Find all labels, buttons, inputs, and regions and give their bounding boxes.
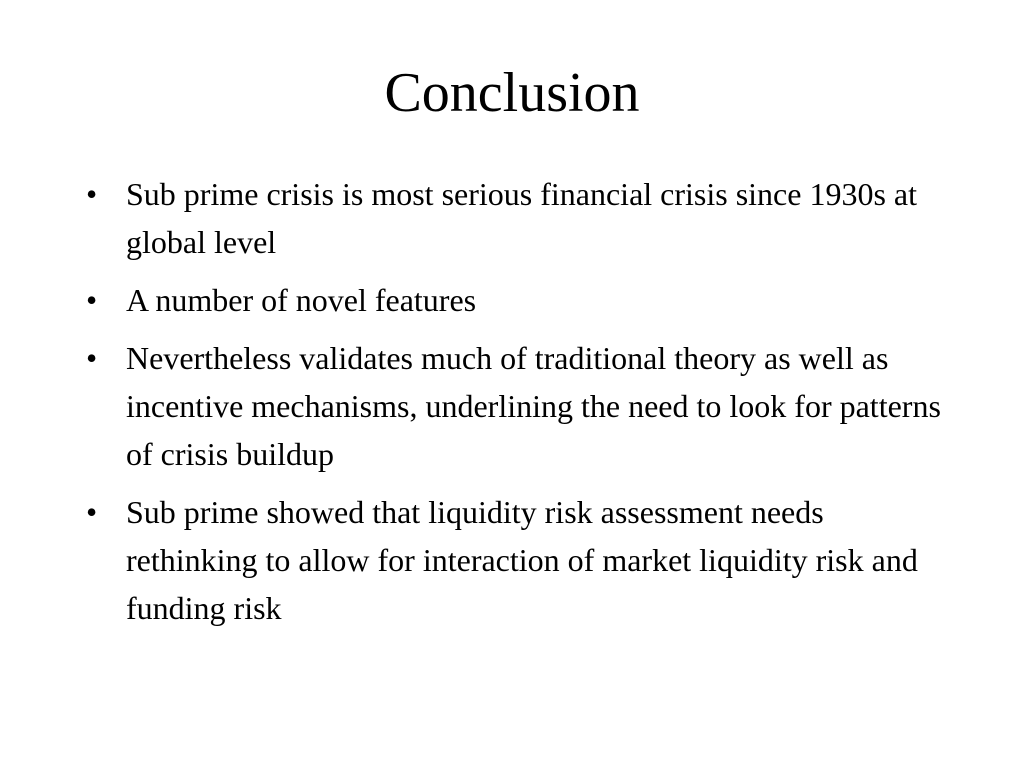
bullet-item [86,334,946,478]
bullet-text: A number of novel features [126,282,477,318]
bullet-list [86,170,946,642]
bullet-icon: • [86,494,98,530]
bullet-item [86,276,946,324]
slide-title: Conclusion [384,62,640,124]
bullet-text: Sub prime showed that liquidity risk assessment needs rethinking to allow for interaction of market liquidity risk and funding risk [126,494,918,626]
bullet-icon: • [86,176,98,212]
bullet-text: Nevertheless validates much of traditional theory as well as incentive mechanisms, underlining the need to look for patterns of crisis buildup [126,340,941,472]
bullet-text: Sub prime crisis is most serious financial crisis since 1930s at global level [126,176,917,260]
bullet-item [86,170,946,266]
bullet-icon: • [86,282,98,318]
bullet-icon: • [86,340,98,376]
bullet-item [86,488,946,632]
